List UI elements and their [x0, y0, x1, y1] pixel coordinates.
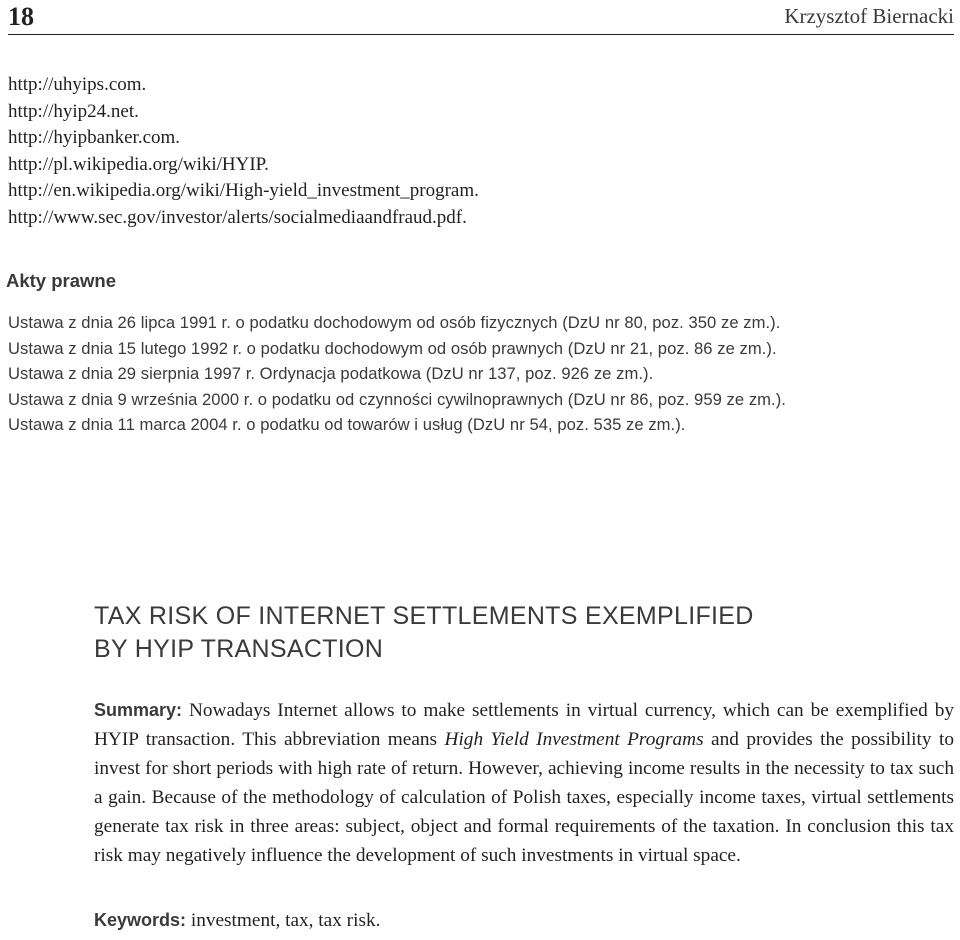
legal-act-item: Ustawa z dnia 11 marca 2004 r. o podatku od towarów i usług (DzU nr 54, poz. 535 ze zm.). [8, 415, 686, 434]
reference-link: http://hyip24.net. [8, 100, 139, 122]
reference-link: http://hyipbanker.com. [8, 127, 181, 148]
legal-act-item: Ustawa z dnia 26 lipca 1991 r. o podatku dochodowym od osób fizycznych (DzU nr 80, poz. 350 ze zm.). [8, 313, 781, 332]
article-title [94, 600, 754, 666]
summary-paragraph [94, 696, 954, 871]
summary-italic-term: High Yield Investment Programs [444, 729, 704, 751]
reference-link: http://uhyips.com. [8, 74, 147, 95]
summary-text: Nowadays Internet allows to make settlements in virtual currency, which can be exemplified by HYIP transaction. This abbreviation means [94, 700, 954, 751]
summary-text: and provides the possibility to invest for short periods with high rate of return. However, achieving income results in the necessity to tax such a gain. Because of the methodology of calculation of Polish taxes, especially income taxes, virtual settlements generate tax risk in three areas: subject, object and formal requirements of the taxation. In conclusion this tax risk may negatively influence the development of such investments in virtual space. [94, 729, 954, 867]
reference-link: http://www.sec.gov/investor/alerts/socialmediaandfraud.pdf. [8, 206, 467, 228]
page-number: 18 [8, 2, 34, 31]
page-header [8, 0, 954, 35]
reference-link: http://pl.wikipedia.org/wiki/HYIP. [8, 153, 269, 175]
legal-act-item: Ustawa z dnia 9 września 2000 r. o podatku od czynności cywilnoprawnych (DzU nr 86, poz. 959 ze zm.). [8, 389, 786, 409]
keywords-label: Keywords: [94, 910, 187, 930]
running-author: Krzysztof Biernacki [784, 4, 954, 28]
legal-act-item: Ustawa z dnia 29 sierpnia 1997 r. Ordynacja podatkowa (DzU nr 137, poz. 926 ze zm.). [8, 364, 654, 383]
reference-link: http://en.wikipedia.org/wiki/High-yield_investment_program. [8, 180, 479, 201]
legal-acts-heading: Akty prawne [6, 270, 117, 291]
legal-acts-list [8, 310, 786, 438]
keywords-value: investment, tax, tax risk. [186, 910, 381, 931]
article-title-line: TAX RISK OF INTERNET SETTLEMENTS EXEMPLIFIED [94, 602, 754, 630]
reference-links [8, 72, 479, 231]
legal-act-item: Ustawa z dnia 15 lutego 1992 r. o podatku dochodowym od osób prawnych (DzU nr 21, poz. 86 ze zm.). [8, 338, 777, 358]
summary-label: Summary: [94, 700, 183, 720]
article-title-line: BY HYIP TRANSACTION [94, 635, 384, 663]
keywords-line [94, 910, 380, 932]
